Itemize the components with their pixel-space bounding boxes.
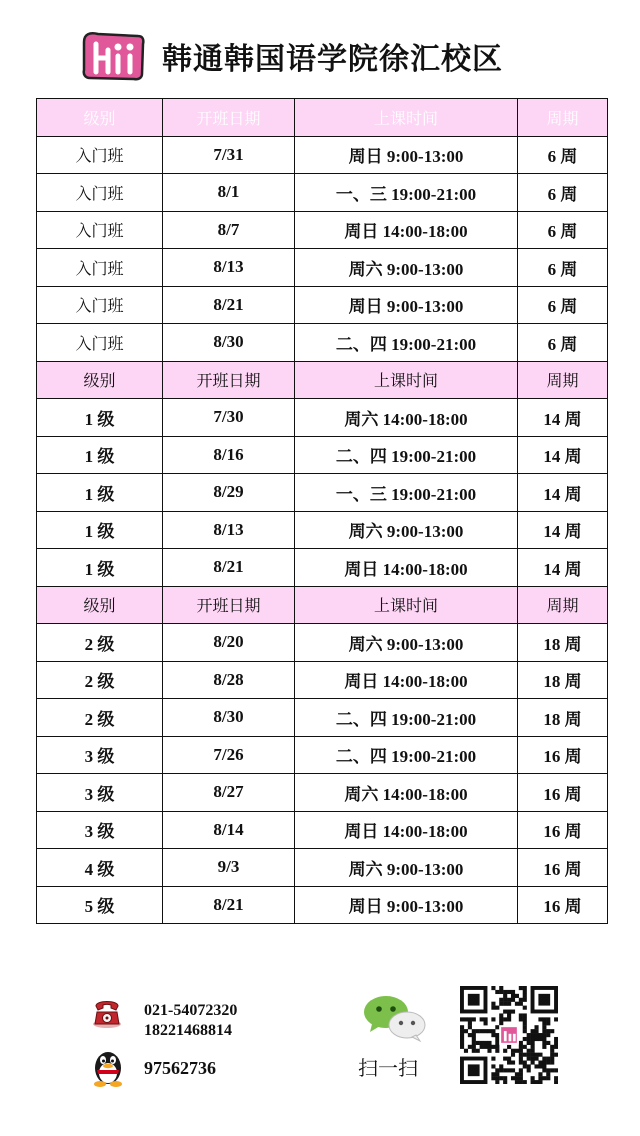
class-time-cell: 周六 9:00-13:00 [295,624,518,662]
table-row [37,211,608,249]
level-cell: 3 级 [37,811,163,849]
start-date-cell: 8/13 [163,249,295,287]
class-time-cell: 周日 14:00-18:00 [295,811,518,849]
level-cell: 入门班 [37,249,163,287]
start-date-cell: 8/28 [163,661,295,699]
duration-cell: 14 周 [518,436,608,474]
class-time-cell: 周六 14:00-18:00 [295,774,518,812]
table-row [37,886,608,924]
class-time-cell: 二、四 19:00-21:00 [295,324,518,362]
table-row [37,549,608,587]
start-date-cell: 7/26 [163,736,295,774]
table-row [37,474,608,512]
level-cell: 1 级 [37,511,163,549]
column-header: 开班日期 [163,361,295,399]
class-time-cell: 二、四 19:00-21:00 [295,736,518,774]
wechat-icon [362,994,428,1042]
start-date-cell: 9/3 [163,849,295,887]
header [80,28,560,84]
column-header: 开班日期 [163,99,295,137]
level-cell: 2 级 [37,661,163,699]
start-date-cell: 7/31 [163,136,295,174]
start-date-cell: 8/30 [163,324,295,362]
duration-cell: 6 周 [518,324,608,362]
class-time-cell: 周日 14:00-18:00 [295,549,518,587]
column-header: 周期 [518,361,608,399]
duration-cell: 6 周 [518,211,608,249]
table-header-row [37,586,608,624]
class-time-cell: 周日 9:00-13:00 [295,886,518,924]
table-row [37,286,608,324]
level-cell: 1 级 [37,399,163,437]
table-row [37,661,608,699]
table-row [37,136,608,174]
duration-cell: 18 周 [518,624,608,662]
start-date-cell: 8/29 [163,474,295,512]
class-time-cell: 周日 14:00-18:00 [295,211,518,249]
duration-cell: 16 周 [518,774,608,812]
qr-code[interactable] [460,986,558,1084]
table-row [37,399,608,437]
column-header: 开班日期 [163,586,295,624]
start-date-cell: 8/20 [163,624,295,662]
phone-numbers [144,1001,237,1041]
start-date-cell: 8/30 [163,699,295,737]
table-row [37,699,608,737]
table-row [37,324,608,362]
level-cell: 4 级 [37,849,163,887]
table-row [37,774,608,812]
table-row [37,624,608,662]
duration-cell: 16 周 [518,886,608,924]
class-time-cell: 一、三 19:00-21:00 [295,174,518,212]
table-row [37,736,608,774]
column-header: 级别 [37,99,163,137]
duration-cell: 14 周 [518,474,608,512]
start-date-cell: 8/21 [163,886,295,924]
class-time-cell: 周日 9:00-13:00 [295,136,518,174]
column-header: 上课时间 [295,99,518,137]
level-cell: 2 级 [37,699,163,737]
column-header: 周期 [518,99,608,137]
level-cell: 入门班 [37,211,163,249]
level-cell: 1 级 [37,436,163,474]
start-date-cell: 7/30 [163,399,295,437]
start-date-cell: 8/13 [163,511,295,549]
table-row [37,436,608,474]
column-header: 上课时间 [295,361,518,399]
duration-cell: 18 周 [518,661,608,699]
class-time-cell: 二、四 19:00-21:00 [295,436,518,474]
telephone-icon [90,996,124,1030]
column-header: 级别 [37,361,163,399]
table-row [37,174,608,212]
scan-label: 扫一扫 [358,1056,418,1080]
start-date-cell: 8/21 [163,549,295,587]
start-date-cell: 8/7 [163,211,295,249]
start-date-cell: 8/16 [163,436,295,474]
duration-cell: 14 周 [518,511,608,549]
duration-cell: 16 周 [518,811,608,849]
class-time-cell: 周日 9:00-13:00 [295,286,518,324]
level-cell: 1 级 [37,549,163,587]
class-time-cell: 周六 9:00-13:00 [295,849,518,887]
duration-cell: 6 周 [518,174,608,212]
class-time-cell: 周六 14:00-18:00 [295,399,518,437]
start-date-cell: 8/27 [163,774,295,812]
duration-cell: 14 周 [518,399,608,437]
duration-cell: 18 周 [518,699,608,737]
table-row [37,249,608,287]
level-cell: 入门班 [37,324,163,362]
duration-cell: 14 周 [518,549,608,587]
level-cell: 1 级 [37,474,163,512]
phone-number-1: 021-54072320 [144,1002,238,1019]
class-time-cell: 一、三 19:00-21:00 [295,474,518,512]
duration-cell: 16 周 [518,736,608,774]
phone-number-2: 18221468814 [144,1022,232,1039]
table-row [37,511,608,549]
qq-number: 97562736 [144,1058,216,1078]
start-date-cell: 8/21 [163,286,295,324]
hi-brand-logo [80,30,146,82]
table-row [37,849,608,887]
class-time-cell: 周日 14:00-18:00 [295,661,518,699]
table-row [37,811,608,849]
schedule-table [36,98,608,924]
page-title: 韩通韩国语学院徐汇校区 [162,42,503,77]
class-time-cell: 周六 9:00-13:00 [295,249,518,287]
table-header-row [37,361,608,399]
duration-cell: 6 周 [518,249,608,287]
table-header-row [37,99,608,137]
level-cell: 3 级 [37,774,163,812]
start-date-cell: 8/1 [163,174,295,212]
level-cell: 5 级 [37,886,163,924]
column-header: 级别 [37,586,163,624]
duration-cell: 6 周 [518,286,608,324]
level-cell: 3 级 [37,736,163,774]
class-time-cell: 周六 9:00-13:00 [295,511,518,549]
qq-penguin-icon [88,1046,128,1088]
level-cell: 入门班 [37,174,163,212]
column-header: 上课时间 [295,586,518,624]
start-date-cell: 8/14 [163,811,295,849]
duration-cell: 16 周 [518,849,608,887]
level-cell: 2 级 [37,624,163,662]
level-cell: 入门班 [37,286,163,324]
duration-cell: 6 周 [518,136,608,174]
column-header: 周期 [518,586,608,624]
class-time-cell: 二、四 19:00-21:00 [295,699,518,737]
level-cell: 入门班 [37,136,163,174]
